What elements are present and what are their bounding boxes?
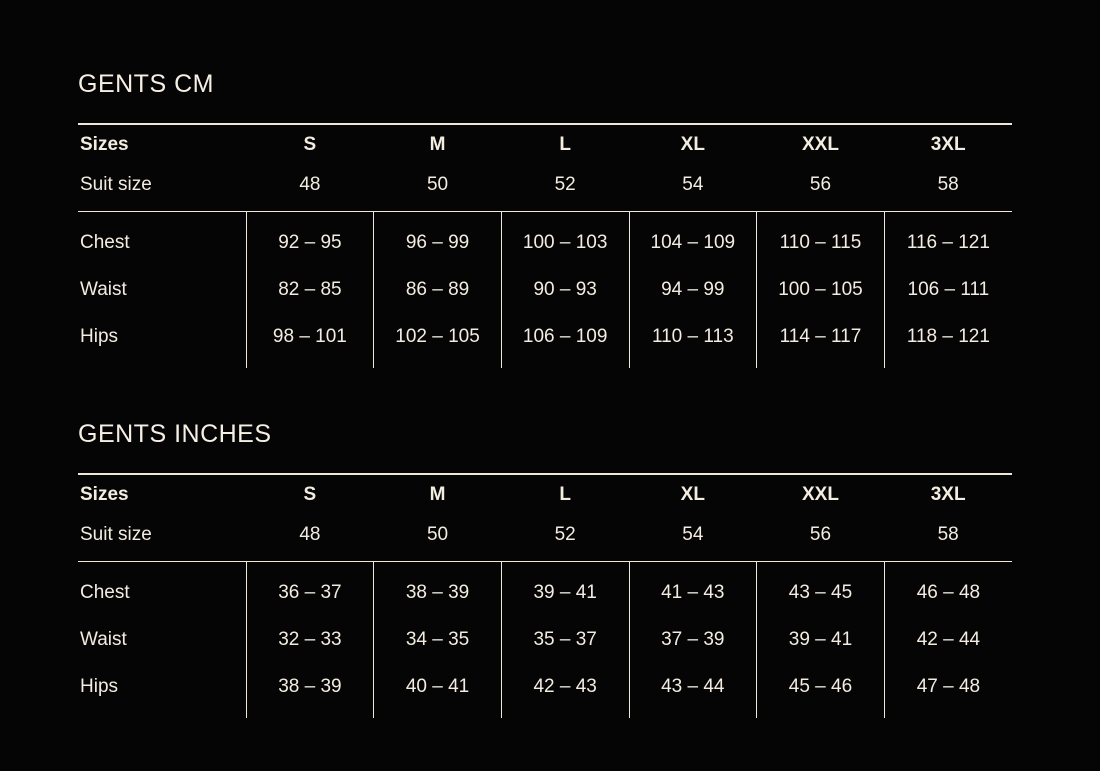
waist-l: 35 – 37 bbox=[533, 629, 597, 650]
suit-size-label: Suit size bbox=[80, 524, 152, 545]
waist-l: 90 – 93 bbox=[533, 279, 597, 300]
hips-l: 106 – 109 bbox=[522, 326, 608, 347]
waist-m: 34 – 35 bbox=[405, 629, 470, 650]
chest-xl: 104 – 109 bbox=[650, 232, 736, 253]
hips-3xl: 47 – 48 bbox=[916, 676, 981, 697]
table-header-row bbox=[78, 124, 1012, 165]
header-size-3xl: 3XL bbox=[930, 484, 966, 505]
header-size-xl: XL bbox=[680, 484, 705, 505]
measurement-label-waist: Waist bbox=[80, 629, 127, 650]
waist-3xl: 42 – 44 bbox=[916, 629, 981, 650]
size-table-cm bbox=[78, 123, 1012, 368]
chest-3xl: 46 – 48 bbox=[916, 582, 981, 603]
chest-s: 92 – 95 bbox=[278, 232, 342, 253]
header-size-l: L bbox=[559, 484, 571, 505]
suit-size-s: 48 bbox=[299, 174, 321, 195]
hips-3xl: 118 – 121 bbox=[906, 326, 990, 347]
waist-s: 82 – 85 bbox=[278, 279, 342, 300]
section-gents-inches bbox=[78, 420, 1022, 718]
table-header-row bbox=[78, 474, 1012, 515]
hips-l: 42 – 43 bbox=[533, 676, 597, 697]
suit-size-row bbox=[78, 515, 1012, 562]
hips-xl: 110 – 113 bbox=[651, 326, 734, 347]
header-size-s: S bbox=[303, 484, 317, 505]
measurement-label-hips: Hips bbox=[80, 326, 119, 347]
measurement-label-chest: Chest bbox=[80, 582, 130, 603]
table-row bbox=[78, 268, 1012, 312]
suit-size-3xl: 58 bbox=[937, 524, 959, 545]
header-sizes-label: Sizes bbox=[80, 484, 129, 505]
hips-s: 98 – 101 bbox=[272, 326, 347, 347]
header-size-m: M bbox=[429, 484, 446, 505]
suit-size-label: Suit size bbox=[80, 174, 152, 195]
waist-xl: 37 – 39 bbox=[661, 629, 725, 650]
measurement-label-hips: Hips bbox=[80, 676, 119, 697]
chest-s: 36 – 37 bbox=[278, 582, 342, 603]
suit-size-l: 52 bbox=[554, 174, 576, 195]
measurement-label-chest: Chest bbox=[80, 232, 130, 253]
hips-xl: 43 – 44 bbox=[661, 676, 725, 697]
section-title: GENTS INCHES bbox=[78, 420, 272, 448]
header-size-3xl: 3XL bbox=[930, 134, 966, 155]
suit-size-xl: 54 bbox=[682, 524, 704, 545]
chest-3xl: 116 – 121 bbox=[906, 232, 990, 253]
header-size-xl: XL bbox=[680, 134, 705, 155]
chest-l: 39 – 41 bbox=[533, 582, 597, 603]
waist-xxl: 39 – 41 bbox=[788, 629, 853, 650]
hips-s: 38 – 39 bbox=[278, 676, 342, 697]
hips-m: 102 – 105 bbox=[395, 326, 480, 347]
suit-size-row bbox=[78, 165, 1012, 212]
chest-xxl: 110 – 115 bbox=[779, 232, 862, 253]
chest-m: 96 – 99 bbox=[405, 232, 470, 253]
waist-xxl: 100 – 105 bbox=[778, 279, 863, 300]
measurement-label-waist: Waist bbox=[80, 279, 127, 300]
header-size-xxl: XXL bbox=[801, 484, 839, 505]
suit-size-m: 50 bbox=[426, 524, 449, 545]
header-size-s: S bbox=[303, 134, 317, 155]
header-size-xxl: XXL bbox=[801, 134, 839, 155]
table-row bbox=[78, 312, 1012, 368]
table-row bbox=[78, 562, 1012, 619]
suit-size-l: 52 bbox=[554, 524, 576, 545]
section-title: GENTS CM bbox=[78, 70, 214, 98]
suit-size-xl: 54 bbox=[682, 174, 704, 195]
table-row bbox=[78, 662, 1012, 718]
hips-xxl: 114 – 117 bbox=[779, 326, 862, 347]
header-size-m: M bbox=[429, 134, 446, 155]
header-sizes-label: Sizes bbox=[80, 134, 129, 155]
waist-xl: 94 – 99 bbox=[661, 279, 725, 300]
header-size-l: L bbox=[559, 134, 571, 155]
suit-size-m: 50 bbox=[426, 174, 449, 195]
chest-l: 100 – 103 bbox=[522, 232, 608, 253]
chest-xl: 41 – 43 bbox=[661, 582, 725, 603]
waist-3xl: 106 – 111 bbox=[907, 279, 990, 300]
size-table-inches bbox=[78, 473, 1012, 718]
chest-m: 38 – 39 bbox=[405, 582, 470, 603]
table-row bbox=[78, 618, 1012, 662]
suit-size-s: 48 bbox=[299, 524, 321, 545]
hips-xxl: 45 – 46 bbox=[788, 676, 853, 697]
waist-m: 86 – 89 bbox=[405, 279, 470, 300]
table-row bbox=[78, 212, 1012, 269]
section-gents-cm bbox=[78, 70, 1022, 368]
hips-m: 40 – 41 bbox=[405, 676, 470, 697]
suit-size-xxl: 56 bbox=[809, 174, 832, 195]
waist-s: 32 – 33 bbox=[278, 629, 342, 650]
suit-size-xxl: 56 bbox=[809, 524, 832, 545]
suit-size-3xl: 58 bbox=[937, 174, 959, 195]
chest-xxl: 43 – 45 bbox=[788, 582, 853, 603]
